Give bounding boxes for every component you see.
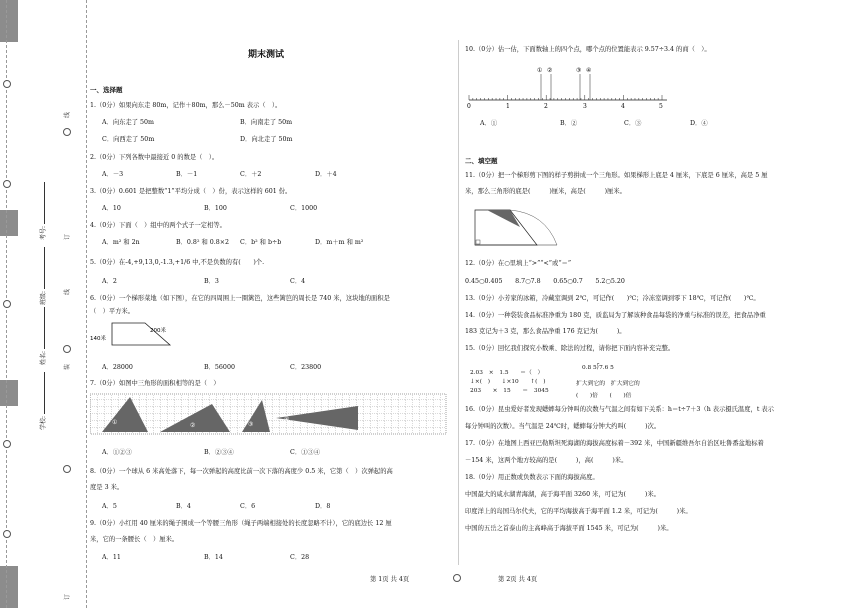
answer-option[interactable]: B．② <box>560 120 578 127</box>
tick-label: 5 <box>659 103 663 110</box>
section-heading: 一、选择题 <box>90 86 123 94</box>
question-text[interactable]: 0.45○0.405 8.7○7.8 0.65○0.7 5.2○5.20 <box>465 278 625 285</box>
question-text: 16.（0分）昆虫爱好者发现蟋蟀每分钟叫的次数与气温之间有如下关系：h＝t÷7＋3（h 表示摄氏温度，t 表示 <box>465 406 774 413</box>
answer-option[interactable]: C．＋2 <box>240 171 262 178</box>
trapezoid-figure <box>90 320 190 350</box>
question-text: 每分钟叫的次数）。当气温是 24℃时，蟋蟀每分钟大约叫( )次。 <box>465 423 661 430</box>
answer-option[interactable]: A．①②③ <box>102 449 132 456</box>
question-text: 米，那么三角形的底是( )厘米，高是( )厘米。 <box>465 188 626 195</box>
center-circle-icon <box>453 574 461 582</box>
calc-line: 203 × 15 ＝ 3045 <box>470 388 549 394</box>
division-line: 扩大到它的 扩大到它的 <box>576 381 640 387</box>
answer-option[interactable]: A．① <box>480 120 498 127</box>
answer-option[interactable]: A．－3 <box>102 171 124 178</box>
binding-line-word: 线 <box>64 111 71 118</box>
question-text: 13.（0分）小芳家的冰箱，冷藏室调到 2℃，可记作( )℃；冷冻室调到零下 18℃，可记作( )℃。 <box>465 295 760 302</box>
binding-strip <box>0 0 18 608</box>
answer-option[interactable]: C．①③④ <box>290 449 321 456</box>
binding-hole-icon <box>3 530 11 538</box>
binding-hole-icon <box>3 440 11 448</box>
answer-option[interactable]: B．－1 <box>176 171 198 178</box>
binding-line-word: 线 <box>64 288 71 295</box>
point-mark: ④ <box>586 67 592 74</box>
answer-option[interactable]: D．m＋m 和 m² <box>315 239 364 246</box>
division-line: 0.8 5⟌7.6 5 <box>582 365 614 371</box>
question-text: 中国的五岳之首泰山的主高峰高于海拔平面 1545 米，可记为( )米。 <box>465 525 673 532</box>
binding-band <box>0 566 18 608</box>
binding-hole-icon <box>63 345 71 353</box>
question-text: （ ）平方米。 <box>90 308 135 315</box>
binding-hole-icon <box>3 180 11 188</box>
class-field[interactable] <box>38 247 47 305</box>
point-mark: ② <box>547 67 553 74</box>
class-label: 班级: <box>40 290 47 305</box>
question-text: 印度洋上的岛国马尔代夫，它的平均海拔高于海平面 1.2 米，可记为( )米。 <box>465 508 692 515</box>
question-text: 17.（0分）在地图上西亚巴勒斯坦死海湖的海拔高度标着－392 米，中国新疆维吾尔自治区吐鲁番盆地标着 <box>465 440 764 447</box>
question-text: 6.（0分）一个梯形菜地（如下图），在它的四周围上一圈篱笆，这些篱笆的周长是 740 米，这块地的面积是 <box>90 295 390 302</box>
answer-option[interactable]: A．m² 和 2n <box>102 239 140 246</box>
section-heading: 二、填空题 <box>465 157 498 165</box>
binding-order-word: 订 <box>64 593 71 600</box>
tick-label: 3 <box>583 103 587 110</box>
question-text: 18.（0分）用正数或负数表示下面的海拔高度。 <box>465 474 599 481</box>
answer-option[interactable]: B．向南走了 50m <box>240 119 293 126</box>
point-mark: ③ <box>576 67 582 74</box>
figure-label: 140米 <box>90 336 106 342</box>
tick-label: 2 <box>544 103 548 110</box>
column-divider <box>458 40 459 565</box>
binding-band <box>0 380 18 406</box>
question-text: 9.（0分）小红用 40 厘米的绳子围成一个等腰三角形（绳子两端相接处的长度忽略不计），它的底边长 12 厘 <box>90 520 392 527</box>
answer-option[interactable]: B．56000 <box>204 364 235 371</box>
binding-hole-icon <box>63 465 71 473</box>
question-text: 8.（0分）一个球从 6 米高处落下，每一次弹起的高度比前一次下落的高度少 0.5 米，它第（ ）次弹起的高 <box>90 468 393 475</box>
question-text: 度是 3 米。 <box>90 484 124 491</box>
question-text: －154 米，这两个地方较高的是( )，高( )米。 <box>465 457 628 464</box>
answer-option[interactable]: B．②③④ <box>204 449 234 456</box>
triangles-grid-figure <box>90 392 450 438</box>
answer-option[interactable]: C．23800 <box>290 364 322 371</box>
point-mark: ① <box>537 67 543 74</box>
page-number-left: 第 1页 共 4页 <box>370 576 410 583</box>
calc-line: ↓×( ) ↓×10 ↑( ) <box>470 379 546 385</box>
figure-label: ① <box>112 419 118 426</box>
answer-option[interactable]: C．向西走了 50m <box>102 136 155 143</box>
question-text: 10.（0分）估一估，下面数轴上的四个点，哪个点的位置能表示 9.57÷3.4 的商（ ）。 <box>465 46 711 53</box>
tick-label: 1 <box>506 103 510 110</box>
school-field[interactable] <box>38 372 47 430</box>
answer-option[interactable]: B．0.8² 和 0.8×2 <box>176 239 230 246</box>
page-title: 期末测试 <box>248 50 285 60</box>
answer-option[interactable]: C．6 <box>240 503 256 510</box>
calc-line: 2.03 × 1.5 ＝（ ） <box>470 370 544 376</box>
answer-option[interactable]: C．1000 <box>290 205 318 212</box>
answer-option[interactable]: A．5 <box>102 503 117 510</box>
page-number-right: 第 2页 共 4页 <box>498 576 538 583</box>
binding-order-word: 订 <box>64 233 71 240</box>
binding-hole-icon <box>3 300 11 308</box>
answer-option[interactable]: A．28000 <box>102 364 133 371</box>
name-field[interactable] <box>38 307 47 365</box>
binding-hole-icon <box>63 128 71 136</box>
number-field[interactable] <box>38 182 47 240</box>
trapezoid-cut-figure <box>465 205 565 249</box>
answer-option[interactable]: B．14 <box>204 554 223 561</box>
answer-option[interactable]: A．向东走了 50m <box>102 119 155 126</box>
answer-option[interactable]: C．4 <box>290 278 306 285</box>
question-text: 中国最大的咸水湖青海湖，高于海平面 3260 米，可记为( )米。 <box>465 491 660 498</box>
figure-label: ② <box>190 422 196 429</box>
question-text: 14.（0分）一种袋装食品标准净重为 180 克，质监局为了解该种食品每袋的净重与标准的误差，把食品净重 <box>465 312 766 319</box>
answer-option[interactable]: D．向北走了 50m <box>240 136 293 143</box>
answer-option[interactable]: D．④ <box>690 120 708 127</box>
binding-hole-icon <box>3 80 11 88</box>
question-text: 183 克记为＋3 克，那么食品净重 176 克记为( )。 <box>465 328 626 335</box>
question-text: 12.（0分）在○里填上“>”“<”或“＝” <box>465 260 572 267</box>
answer-option[interactable]: D．＋4 <box>315 171 337 178</box>
question-text: 2.（0分）下列各数中最接近 0 的数是（ ）。 <box>90 154 219 161</box>
figure-label: 200米 <box>150 328 166 334</box>
answer-option[interactable]: C．b² 和 b÷b <box>240 239 282 246</box>
school-label: 学校: <box>40 415 47 430</box>
answer-option[interactable]: B．100 <box>204 205 227 212</box>
answer-option[interactable]: A．10 <box>102 205 121 212</box>
question-text: 米，它的一条腰长（ ）厘米。 <box>90 536 179 543</box>
number-label: 考号: <box>40 225 47 240</box>
student-info-strip <box>18 0 76 608</box>
figure-label: ④ <box>284 416 290 423</box>
tick-label: 0 <box>467 103 471 110</box>
question-text: 11.（0分）把一个梯形剪下图的样子剪拼成一个三角形。如果梯形上底是 4 厘米，下底是 6 厘米，高是 5 厘 <box>465 172 768 179</box>
answer-option[interactable]: B．3 <box>204 278 219 285</box>
figure-label: ③ <box>248 421 254 428</box>
answer-option[interactable]: C．③ <box>624 120 642 127</box>
binding-band <box>0 0 18 42</box>
binding-bind-word: 装 <box>64 363 71 370</box>
answer-option[interactable]: B．4 <box>176 503 191 510</box>
answer-option[interactable]: C．28 <box>290 554 310 561</box>
answer-option[interactable]: A．2 <box>102 278 117 285</box>
name-label: 姓名: <box>40 350 47 365</box>
question-text: 15.（0分）回忆我们探究小数乘、除法的过程，请你把下面内容补充完整。 <box>465 345 675 352</box>
question-text: 7.（0分）如图中三角形的面积相等的是（ ） <box>90 380 220 387</box>
question-text: 5.（0分）在-4,+9,13,0,-1.3,+1/6 中,不是负数的有( )个. <box>90 259 265 266</box>
answer-option[interactable]: D．8 <box>315 503 331 510</box>
question-text: 1.（0分）如果向东走 80m，记作＋80m，那么－50m 表示（ ）。 <box>90 102 282 109</box>
tick-label: 4 <box>621 103 625 110</box>
question-text: 3.（0分）0.601 是把整数“1”平均分成（ ）份，表示这样的 601 份。 <box>90 188 292 195</box>
binding-band <box>0 210 18 236</box>
division-line: ( )倍 ( )倍 <box>576 393 632 399</box>
answer-option[interactable]: A．11 <box>102 554 121 561</box>
question-text: 4.（0分）下面（ ）组中的两个式子一定相等。 <box>90 222 226 229</box>
number-line-figure <box>465 60 675 110</box>
